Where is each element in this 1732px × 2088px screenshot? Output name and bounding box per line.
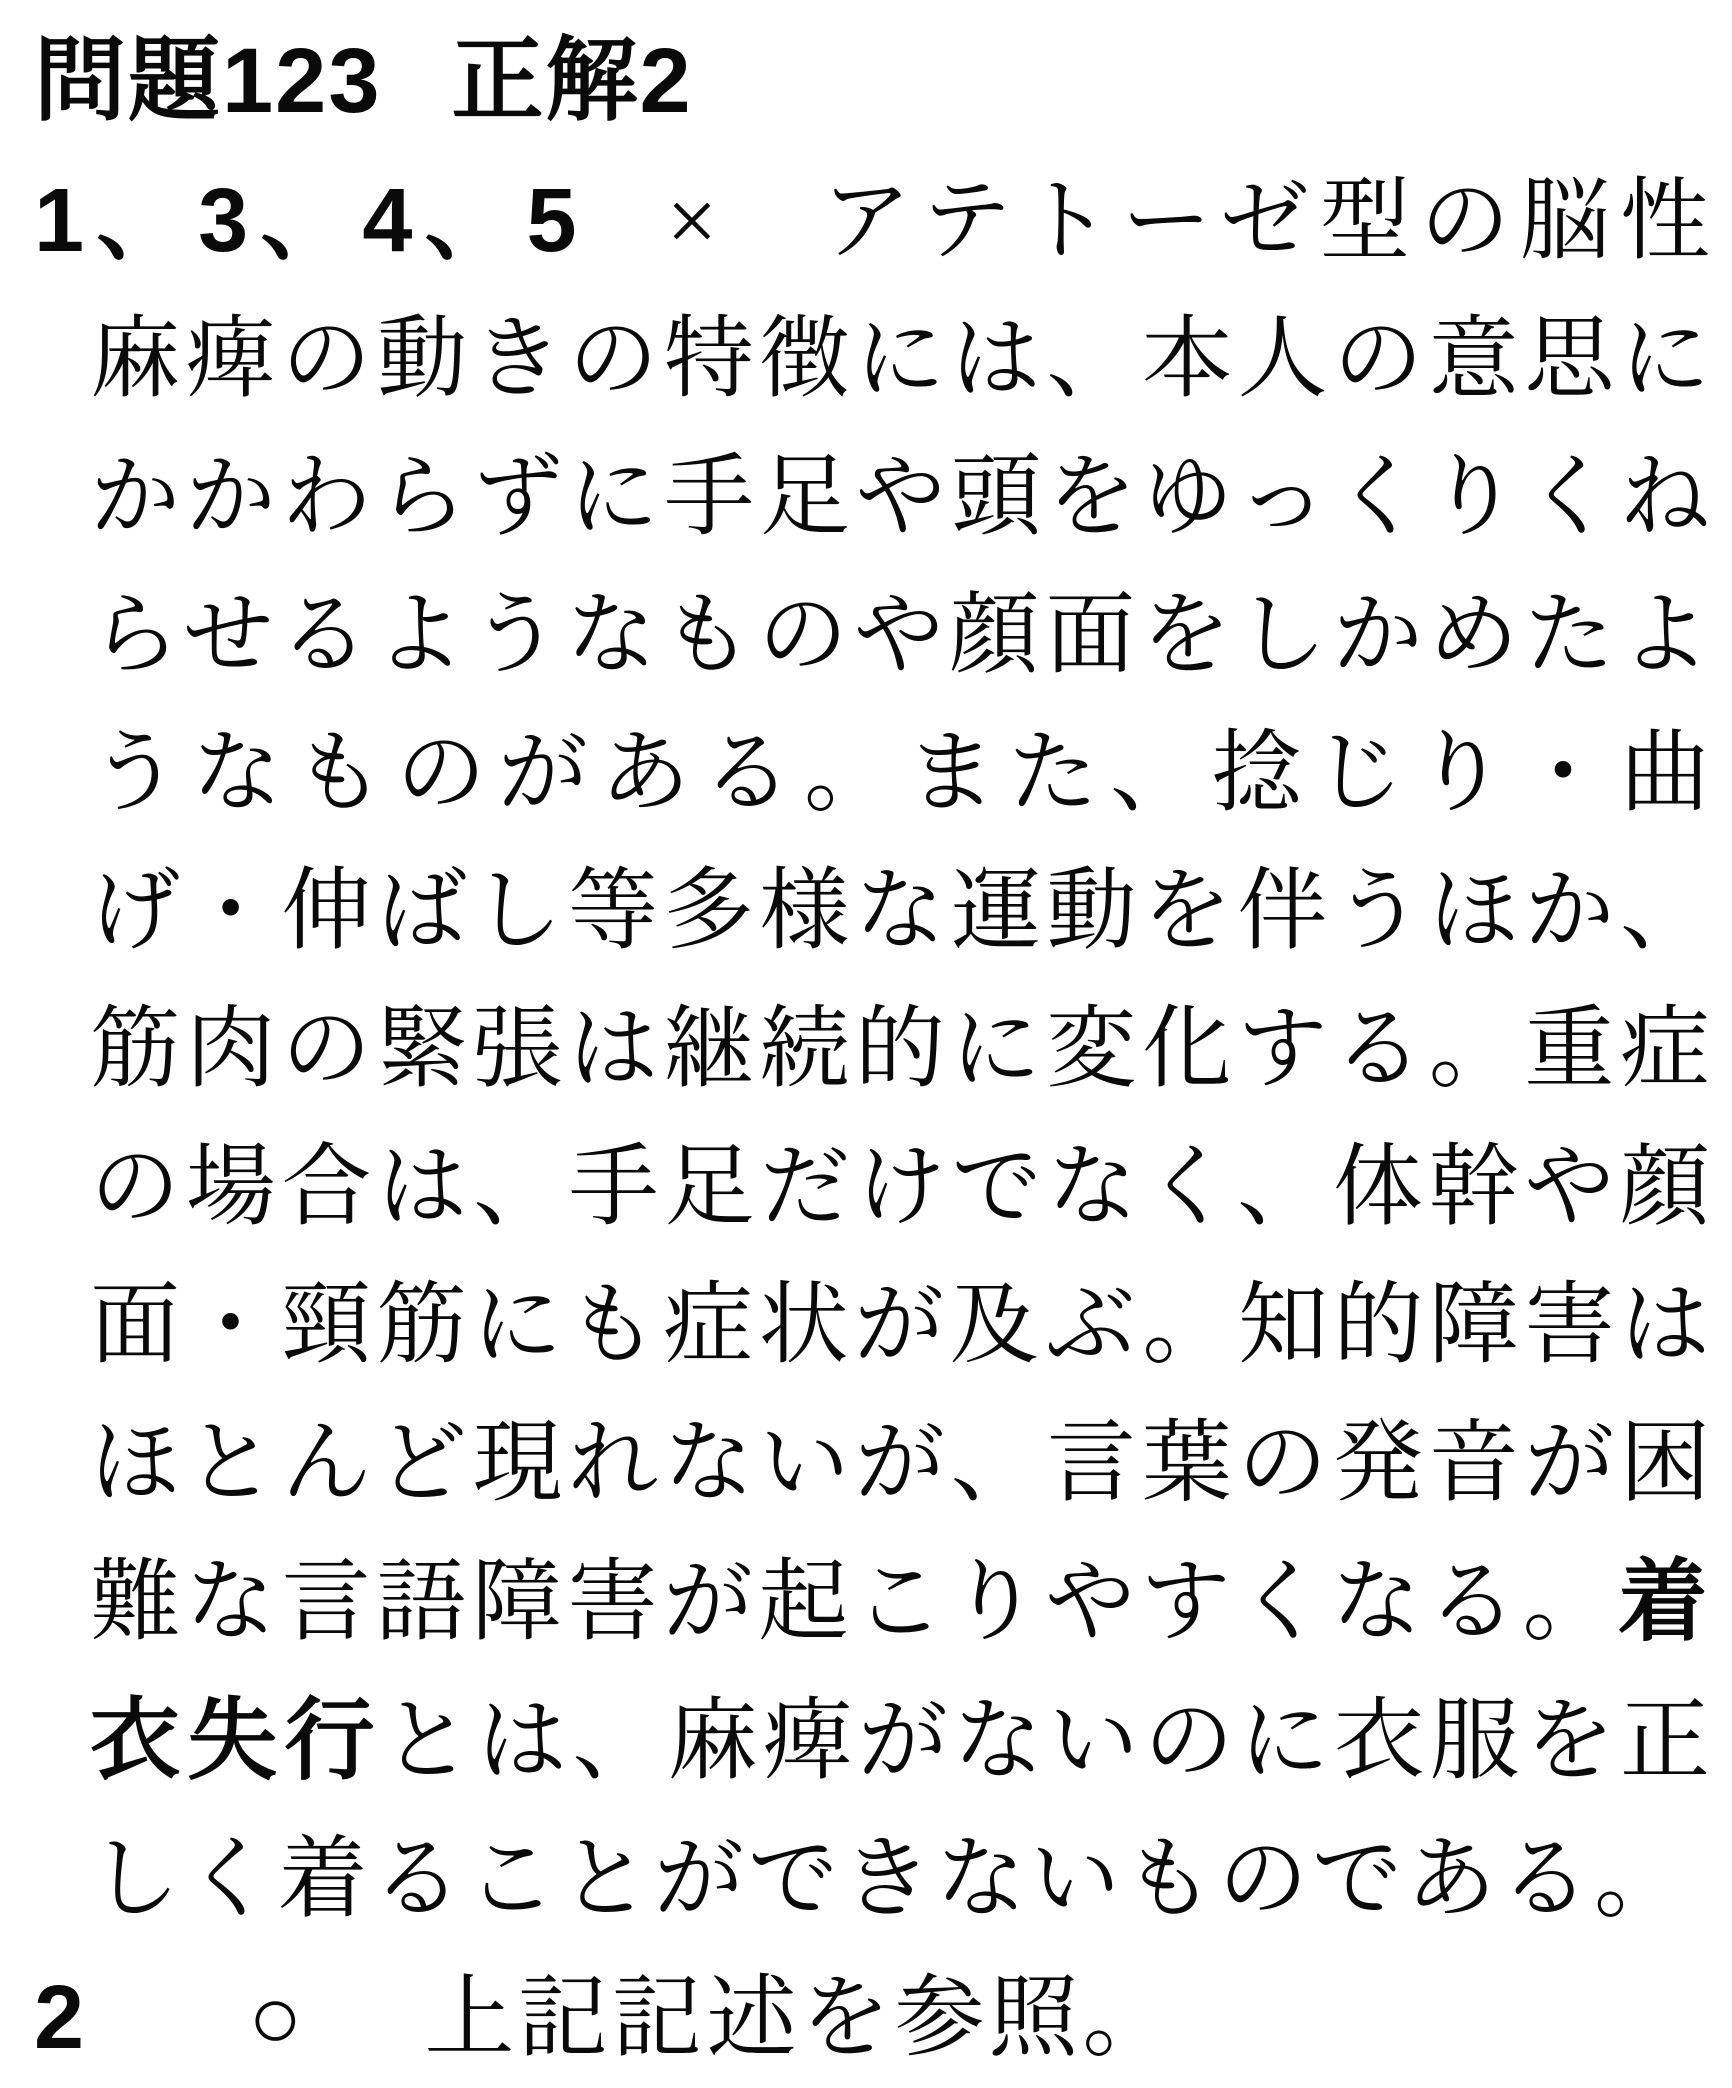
answer-heading <box>34 10 1714 152</box>
explanation-item-1 <box>34 152 1714 1949</box>
correct-mark: ○ <box>248 1969 307 2068</box>
explanation-item-2 <box>34 1949 1714 2088</box>
problem-number-label: 問題123 <box>34 30 382 132</box>
correct-answer-label: 正解2 <box>451 30 693 132</box>
explanation-text-main: アテトーゼ型の脳性麻痺の動きの特徴には、本人の意思にかかわらずに手足や頭をゆっくりくねらせるようなものや顔面をしかめたようなものがある。また、捻じり・曲げ・伸ばし等多様な運動を伴うほか、筋肉の緊張は継続的に変化する。重症の場合は、手足だけでなく、体幹や顔面・頸筋にも症状が及ぶ。知的障害はほとんど現れないが、言葉の発音が困難な言語障害が起こりやすくなる。 <box>90 172 1714 1652</box>
explanation-text-after-bold: とは、麻痺がないのに衣服を正しく着ることができないものである。 <box>90 1692 1714 1929</box>
item-2-reference-text: 上記記述を参照。 <box>424 1969 1177 2068</box>
correct-option-number: 2 <box>34 1968 91 2068</box>
incorrect-mark: × <box>666 172 722 271</box>
explanation-body <box>34 152 1714 2088</box>
bold-term-chakui-shikkou: 着衣失行 <box>90 1552 1714 1791</box>
wrong-option-numbers: 1、3、4、5 <box>34 171 583 271</box>
